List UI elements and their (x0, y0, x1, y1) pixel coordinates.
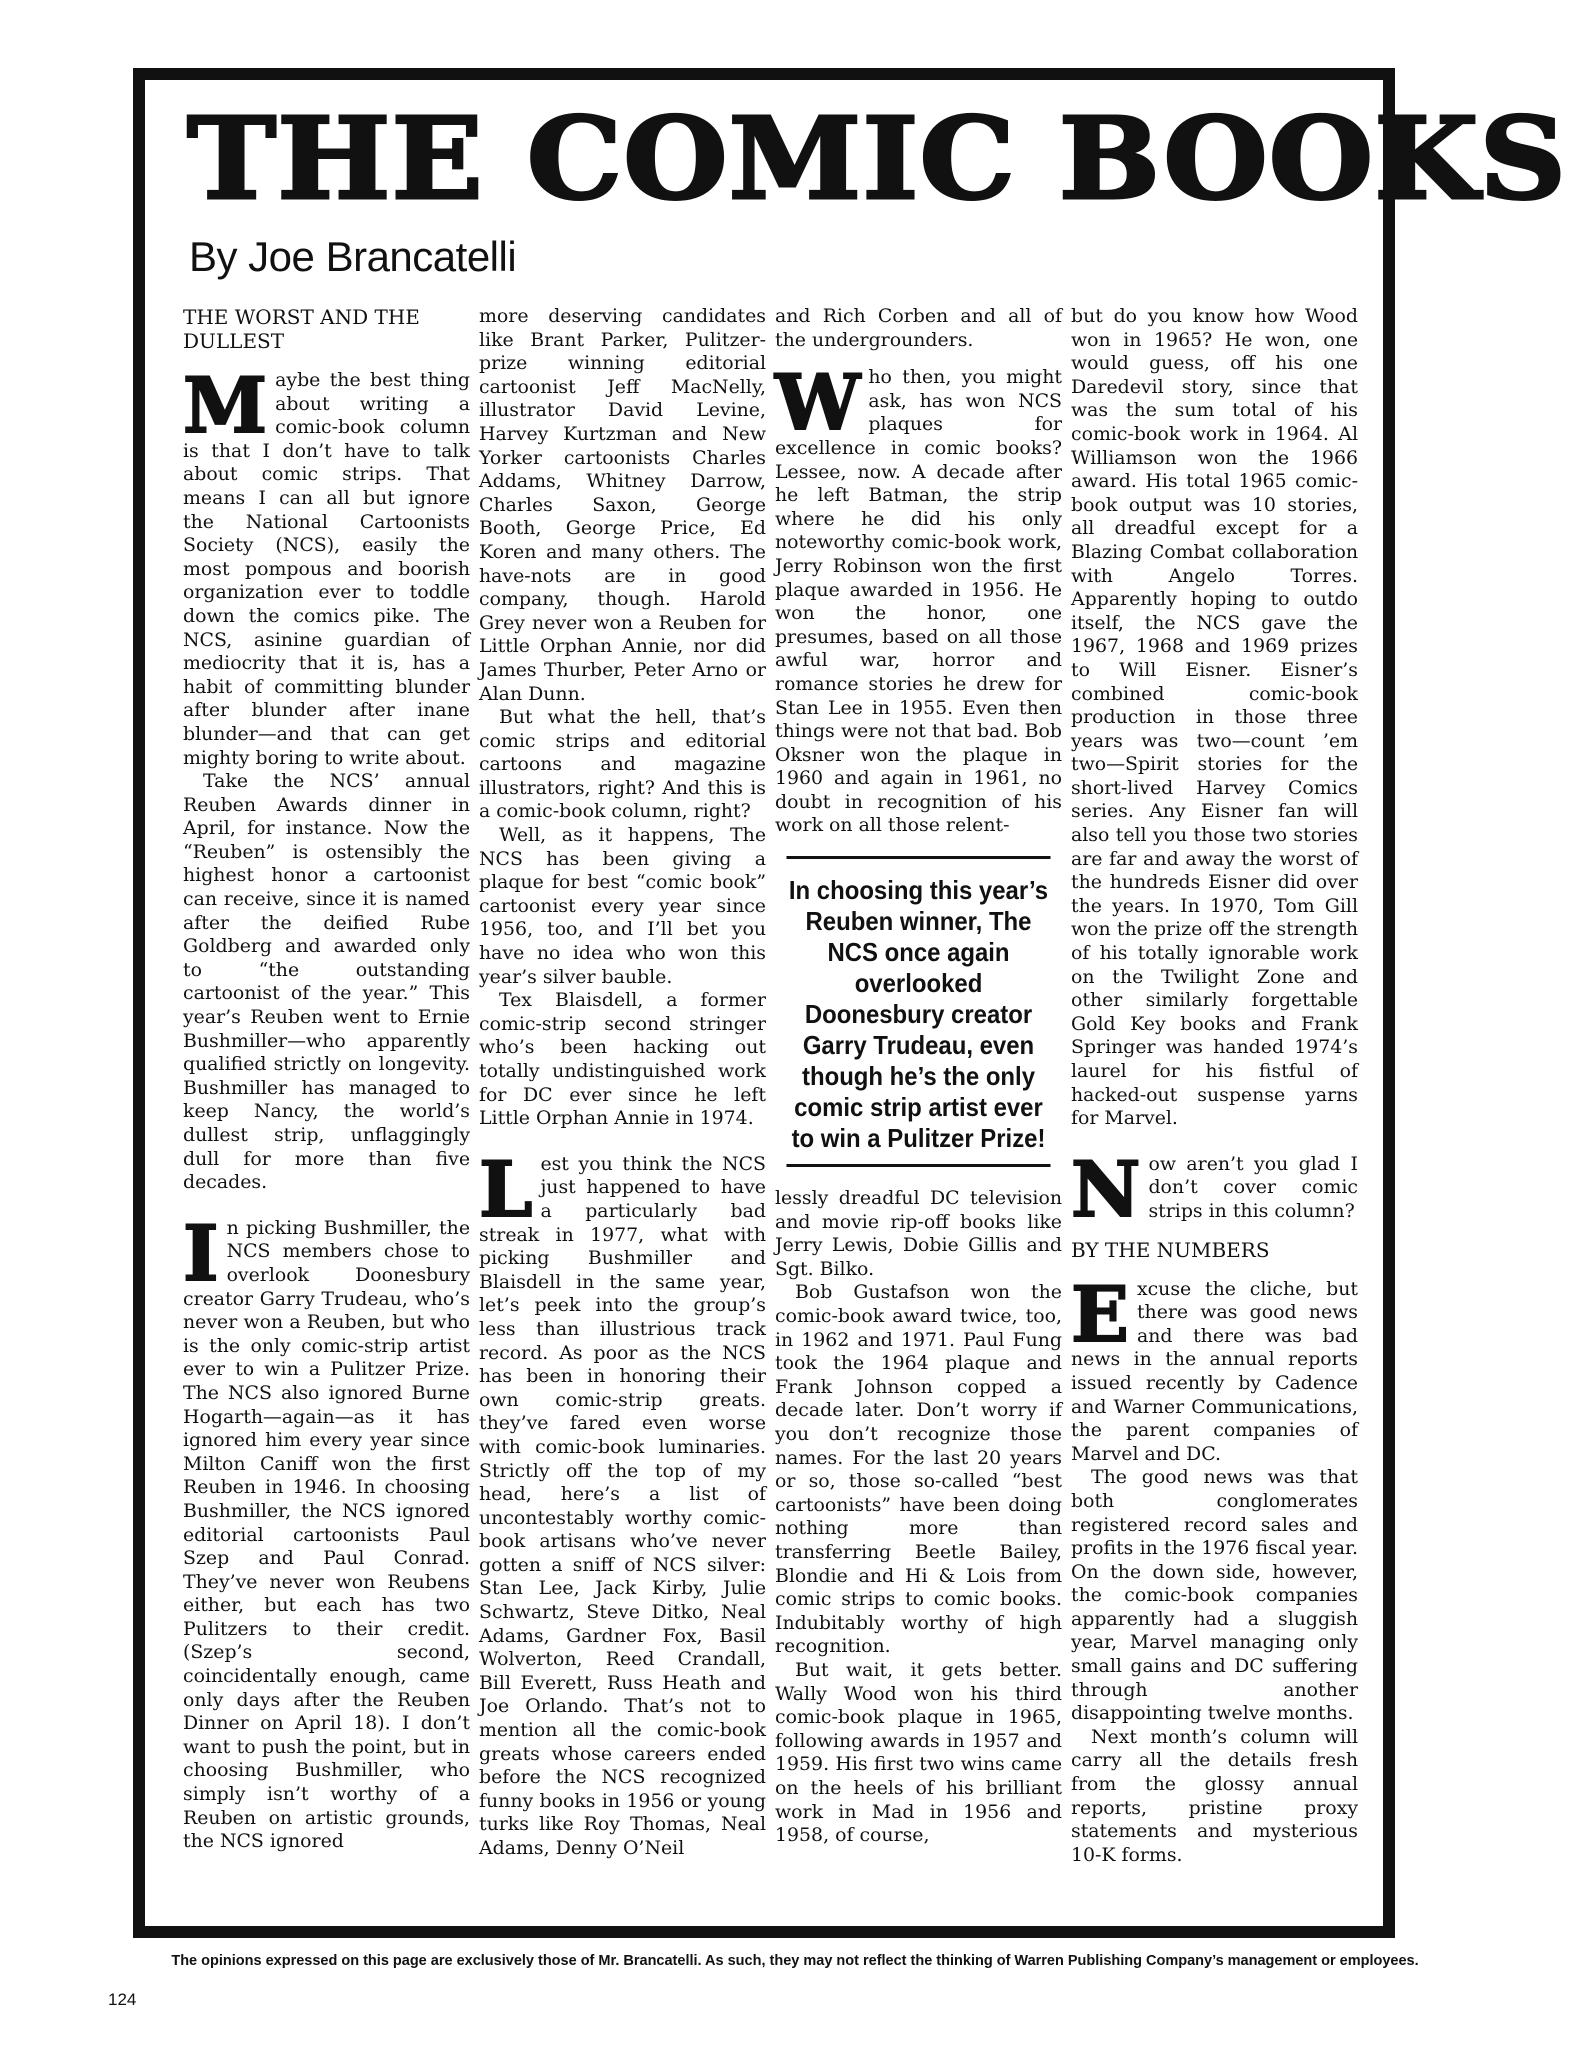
paragraph: Now aren’t you glad I don’t cover comic strips in this column? (1071, 1144, 1358, 1234)
drop-cap: E (1071, 1269, 1129, 1359)
drop-cap: M (183, 361, 268, 450)
paragraph: more deserving candidates like Brant Parker, Pulitzer-prize winning editorial cartoonist Jeff MacNelly, illustrator David Levine, Harvey Kurtzman and New Yorker cartoonists Charles Addams, Whitney Darrow, Charles Saxon, George Booth, George Price, Ed Koren and many others. The have-nots are in good company, though. Harold Grey never won a Reuben for Little Orphan Annie, nor did James Thurber, Peter Arno or Alan Dunn. (479, 305, 766, 705)
paragraph: but do you know how Wood won in 1965? He won, one would guess, off his one Daredevil story, since that was the sum total of his comic-book work in 1964. Al Williamson won the 1966 award. His total 1965 comic-book output was 10 stories, all dreadful except for a Blazing Combat collaboration with Angelo Torres. Apparently hoping to outdo itself, the NCS gave the 1967, 1968 and 1969 prizes to Will Eisner. Eisner’s combined comic-book production in those three years was two—count ’em two—Spirit stories for the short-lived Harvey Comics series. Any Eisner fan will also tell you those two stories are far and away the worst of the hundreds Eisner did over the years. In 1970, Tom Gill won the prize off the strength of his totally ignorable work on the Twilight Zone and other similarly forgettable Gold Key books and Frank Springer was handed 1974’s laurel for his fistful of hacked-out suspense yarns for Marvel. (1071, 305, 1358, 1130)
section-subhead: THE WORST AND THE DULLEST (183, 305, 420, 353)
column-3 (775, 305, 1062, 1945)
drop-cap: W (775, 358, 861, 448)
disclaimer: The opinions expressed on this page are exclusively those of Mr. Brancatelli. As such, they may not reflect the thinking of Warren Publishing Company’s management or employees. (171, 1953, 1419, 1969)
paragraph: Next month’s column will carry all the details fresh from the glossy annual reports, pristine proxy statements and mysterious 10-K forms. (1071, 1725, 1358, 1866)
column-1 (183, 305, 470, 1945)
column-2 (479, 305, 766, 1945)
section-subhead: BY THE NUMBERS (1071, 1237, 1270, 1262)
paragraph: Tex Blaisdell, a former comic-strip second stringer who’s been hacking out totally undistinguished work for DC ever since he left Little Orphan Annie in 1974. (479, 989, 766, 1130)
drop-cap: I (183, 1208, 219, 1298)
paragraph: Take the NCS’ annual Reuben Awards dinner in April, for instance. Now the “Reuben” is ostensibly the highest honor a cartoonist can receive, since it is named after the deified Rube Goldberg and awarded only to “the outstanding cartoonist of the year.” This year’s Reuben went to Ernie Bushmiller—who apparently qualified strictly on longevity. Bushmiller has managed to keep Nancy, the world’s dullest strip, unflaggingly dull for more than five decades. (183, 770, 470, 1194)
drop-cap: L (479, 1144, 533, 1234)
paragraph: Well, as it happens, The NCS has been giving a plaque for best “comic book” cartoonist every year since 1956, too, and I’ll bet you have no idea who won this year’s silver bauble. (479, 824, 766, 988)
paragraph: lessly dreadful DC television and movie rip-off books like Jerry Lewis, Dobie Gillis and Sgt. Bilko. (775, 1187, 1062, 1280)
paragraph: Maybe the best thing about writing a comic-book column is that I don’t have to talk about comic strips. That means I can all but ignore the National Cartoonists Society (NCS), easily the most pompous and boorish organization ever to toddle down the comics pike. The NCS, asinine guardian of mediocrity that it is, has a habit of committing blunder after blunder after inane blunder—and that can get mighty boring to write about. (183, 361, 470, 769)
paragraph: The good news was that both conglomerates registered record sales and profits in the 1976 fiscal year. On the down side, however, the comic-book companies apparently had a sluggish year, Marvel managing only small gains and DC suffering through another disappointing twelve months. (1071, 1466, 1358, 1725)
page-number: 124 (108, 1990, 137, 2009)
paragraph: But wait, it gets better. Wally Wood won his third comic-book plaque in 1965, following awards in 1957 and 1959. His first two wins came on the heels of his brilliant work in Mad in 1956 and 1958, of course, (775, 1658, 1062, 1847)
pull-quote: In choosing this year’s Reuben winner, The NCS once again overlooked Doonesbury creator Garry Trudeau, even though he’s the only comic strip artist ever to win a Pulitzer Prize! (786, 856, 1050, 1167)
column-4 (1071, 305, 1358, 1945)
drop-cap: N (1071, 1144, 1141, 1234)
paragraph: But what the hell, that’s comic strips and editorial cartoons and magazine illustrators, right? And this is a comic-book column, right? (479, 706, 766, 823)
paragraph: In picking Bushmiller, the NCS members chose to overlook Doonesbury creator Garry Trudeau, who’s never won a Reuben, but who is the only comic-strip artist ever to win a Pulitzer Prize. The NCS also ignored Burne Hogarth—again—as it has ignored him every year since Milton Caniff won the first Reuben in 1946. In choosing Bushmiller, the NCS ignored editorial cartoonists Paul Szep and Paul Conrad. They’ve never won Reubens either, but each has two Pulitzers to their credit. (Szep’s second, coincidentally enough, came only days after the Reuben Dinner on April 18). I don’t want to push the point, but in choosing Bushmiller, who simply isn’t worthy of a Reuben on artistic grounds, the NCS ignored (183, 1208, 470, 1853)
paragraph: Bob Gustafson won the comic-book award twice, too, in 1962 and 1971. Paul Fung took the 1964 plaque and Frank Johnson copped a decade later. Don’t worry if you don’t recognize those names. For the last 20 years or so, those so-called “best cartoonists” have been doing nothing more than transferring Beetle Bailey, Blondie and Hi & Lois from comic strips to comic books. Indubitably worthy of high recognition. (775, 1281, 1062, 1658)
paragraph: and Rich Corben and all of the undergrounders. (775, 305, 1062, 351)
paragraph: Excuse the cliche, but there was good news and there was bad news in the annual reports issued recently by Cadence and Warner Communications, the parent companies of Marvel and DC. (1071, 1269, 1358, 1465)
paragraph: Who then, you might ask, has won NCS plaques for excellence in comic books? Lessee, now. A decade after he left Batman, the strip where he did his only noteworthy comic-book work, Jerry Robinson won the first plaque awarded in 1956. He won the honor, one presumes, based on all those awful war, horror and romance stories he drew for Stan Lee in 1955. Even then things were not that bad. Bob Oksner won the plaque in 1960 and again in 1961, no doubt in recognition of his work on all those relent- (775, 358, 1062, 837)
paragraph: Lest you think the NCS just happened to have a particularly bad streak in 1977, what with picking Bushmiller and Blaisdell in the same year, let’s peek into the group’s less than illustrious track record. As poor as the NCS has been in honoring their own comic-strip greats. they’ve fared even worse with comic-book luminaries. Strictly off the top of my head, here’s a list of uncontestably worthy comic-book artisans who’ve never gotten a sniff of NCS silver: Stan Lee, Jack Kirby, Julie Schwartz, Steve Ditko, Neal Adams, Gardner Fox, Basil Wolverton, Reed Crandall, Bill Everett, Russ Heath and Joe Orlando. That’s not to mention all the comic-book greats whose careers ended before the NCS recognized funny books in 1956 or young turks like Roy Thomas, Neal Adams, Denny O’Neil (479, 1144, 766, 1859)
byline: By Joe Brancatelli (189, 233, 517, 280)
article-title: THE COMIC BOOKS (187, 94, 1568, 225)
article-frame (133, 68, 1568, 1938)
